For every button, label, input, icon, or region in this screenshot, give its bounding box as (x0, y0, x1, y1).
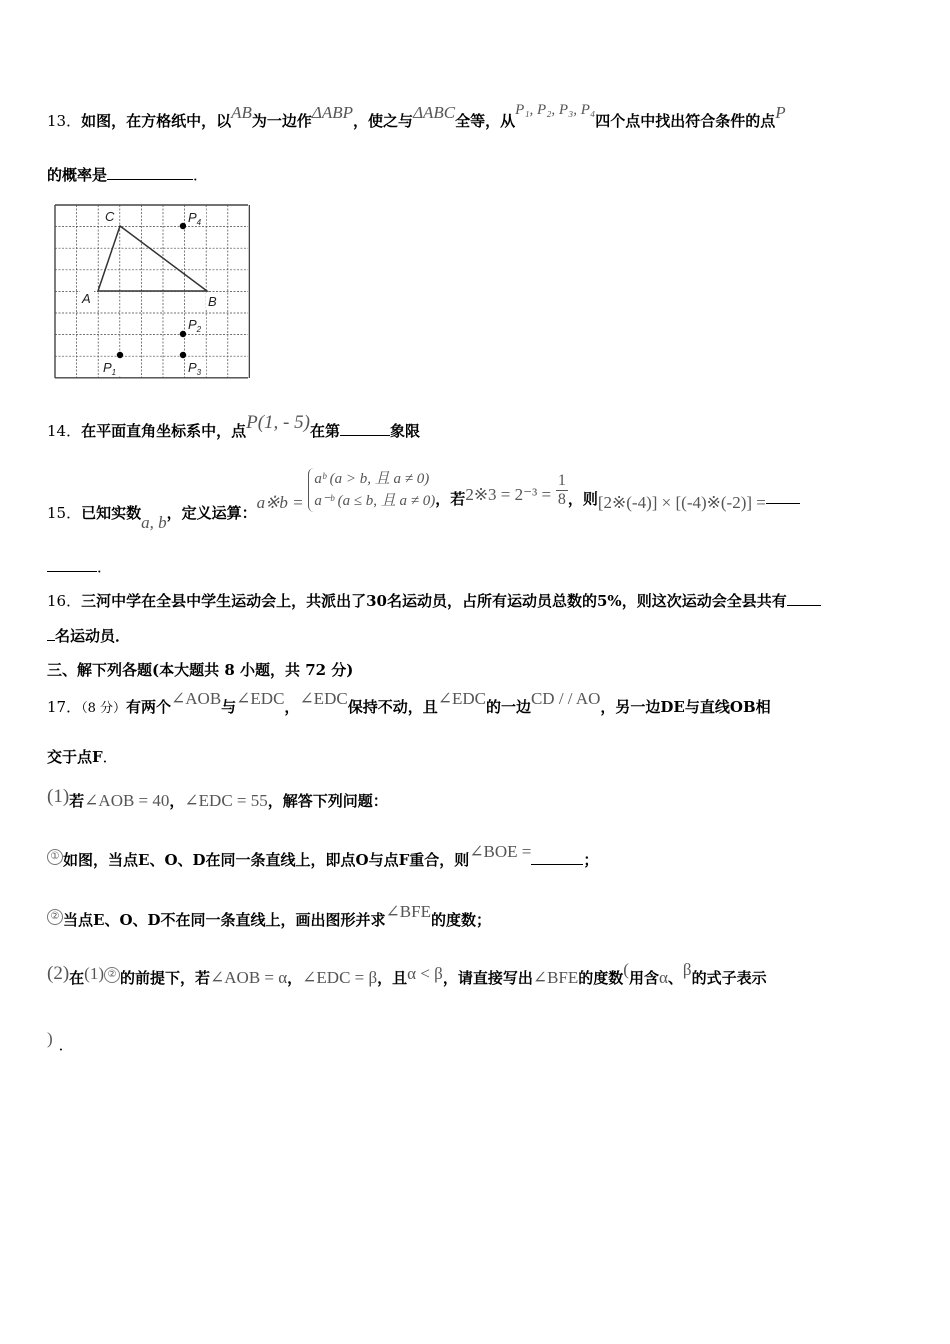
q17-part2-text-5: ，请直接写出 (442, 969, 533, 987)
q17-part2-line2 (47, 1029, 74, 1055)
q13-math-p: P (775, 103, 786, 122)
label-c: C (105, 209, 115, 224)
q17-part2-beta: β (682, 960, 692, 979)
q17-case1-line (47, 842, 599, 871)
q13-text-1: 如图，在方格纸中，以 (81, 112, 232, 130)
q17-text-2: 与 (221, 698, 237, 716)
q16-text-3: ，则这次运动会全县共有 (621, 592, 787, 610)
q17-case1-label: ① (47, 849, 63, 865)
q13-end: ． (193, 166, 209, 184)
q13-math-abp: ΔABP (311, 103, 354, 122)
label-b: B (208, 294, 217, 309)
point-p3 (180, 352, 186, 358)
q17-text-3: ， (284, 698, 300, 716)
q15-math-example: 2※3 = 2⁻³ = (465, 485, 552, 504)
q13-number: 13． (47, 112, 82, 130)
q17-part2-rparen: ) (47, 1029, 53, 1048)
q14-answer-blank[interactable] (340, 423, 390, 436)
q13-grid-figure (54, 204, 250, 380)
q15-answer-blank-1[interactable] (766, 491, 800, 504)
q17-case2-line (47, 902, 491, 931)
q13-math-abc: ΔABC (413, 103, 456, 122)
q17-part2-math-4: ∠BFE (532, 968, 579, 987)
q17-line2 (47, 746, 118, 767)
q17-case1-text-4: 重合，则 (409, 851, 470, 869)
q17-part1-label: (1) (47, 786, 70, 807)
q13-answer-blank[interactable] (107, 167, 193, 180)
triangle-abc (98, 226, 207, 291)
q13-math-ab: AB (231, 103, 252, 122)
q17-part2-line (47, 960, 767, 989)
q17-part1-text-2: ， (169, 792, 185, 810)
q17-part2-alpha: α (658, 968, 668, 987)
q17-ob: OB (729, 698, 756, 716)
q13-line1 (47, 102, 786, 131)
q15-line2 (47, 556, 112, 577)
q15-piecewise (308, 468, 435, 512)
q17-part2-end: ． (58, 1036, 74, 1054)
q16-text-2: 名运动员，占所有运动员总数的 (386, 592, 597, 610)
q17-case2-math: ∠BFE (385, 902, 431, 921)
q17-case1-text-2: 在同一条直线上，即点 (205, 851, 356, 869)
q16-answer-blank-1[interactable] (787, 593, 821, 606)
q17-f: F (92, 748, 103, 766)
q17-part1-text-3: ，解答下列问题： (267, 792, 388, 810)
q17-case2-points: E、O、D (93, 911, 161, 929)
label-p1: $P_1$ (103, 360, 117, 377)
q17-part2-ref-2: ② (104, 967, 120, 983)
q15-frac-den: 8 (557, 490, 566, 508)
q14-number: 14． (47, 422, 82, 440)
point-p2 (180, 331, 186, 337)
q16-percent: 5% (597, 592, 622, 610)
q15-answer-blank-2[interactable] (47, 559, 97, 572)
label-p3: $P_3$ (188, 360, 202, 377)
q17-part2-text-3: ， (287, 969, 303, 987)
q15-math-expr: [2※(-4)] × [(-4)※(-2)] = (597, 493, 766, 512)
q17-math-edc-2: ∠EDC (299, 689, 348, 708)
label-p4: $P_4$ (188, 210, 202, 227)
q17-case1-end: ； (583, 851, 599, 869)
q17-text-1: 有两个 (126, 698, 172, 716)
q17-case1-math: ∠BOE = (469, 842, 532, 861)
q17-end: ． (102, 748, 118, 766)
q15-math-def: a※b = (256, 493, 304, 512)
q15-case-2: a⁻ᵇ (a ≤ b, 且 a ≠ 0) (314, 493, 436, 509)
q17-part2-text-1: 在 (69, 969, 85, 987)
q17-part2-text-9: 的式子表示 (691, 969, 767, 987)
q15-line1 (47, 468, 800, 532)
q17-part2-text-6: 的度数 (578, 969, 624, 987)
q17-part1-math-1: ∠AOB = 40 (84, 791, 170, 810)
q13-text-6: 的概率是 (47, 166, 108, 184)
q17-case1-points: E、O、D (138, 851, 206, 869)
q17-case1-f: F (398, 851, 410, 869)
q17-case1-answer-blank[interactable] (531, 852, 583, 865)
q17-part2-math-3: α < β (407, 964, 443, 983)
q17-line1 (47, 689, 771, 717)
q17-part2-text-7: 用含 (628, 969, 659, 987)
q17-part2-lparen: ( (623, 960, 629, 979)
q17-text-9: 交于点 (47, 748, 93, 766)
q17-case2-text-3: 的度数； (430, 911, 491, 929)
q16-text-1: 三河中学在全县中学生运动会上，共派出了 (81, 592, 367, 610)
q17-part2-text-4: ，且 (377, 969, 408, 987)
q16-line2 (47, 625, 130, 646)
q17-part2-label: (2) (47, 963, 70, 984)
q14-text-3: 象限 (389, 422, 420, 440)
q17-text-4: 保持不动，且 (347, 698, 438, 716)
q17-part2-text-8: 、 (667, 969, 683, 987)
q17-case1-text-1: 如图，当点 (63, 851, 139, 869)
q17-part1-math-2: ∠EDC = 55 (184, 791, 268, 810)
q14-text-2: 在第 (309, 422, 340, 440)
q15-fraction (556, 472, 568, 509)
q17-part2-ref-1: (1) (84, 964, 104, 983)
q17-math-aob: ∠AOB (171, 689, 222, 708)
q17-case2-label: ② (47, 909, 63, 925)
point-p1 (117, 352, 123, 358)
q16-count: 30 (366, 592, 387, 610)
q15-text-2: ，定义运算： (166, 504, 257, 522)
q17-case2-text-1: 当点 (63, 911, 94, 929)
q17-part2-text-2: 的前提下，若 (120, 969, 211, 987)
q15-text-1: 已知实数 (81, 504, 142, 522)
q13-line2 (47, 164, 208, 185)
q16-number: 16． (47, 592, 82, 610)
q15-text-4: ，则 (567, 490, 598, 508)
q14-text-1: 在平面直角坐标系中，点 (81, 422, 247, 440)
q15-case-1: aᵇ (a > b, 且 a ≠ 0) (314, 471, 430, 487)
q17-part1-text-1: 若 (69, 792, 85, 810)
q17-text-5: 的一边 (485, 698, 531, 716)
q13-text-4: 全等，从 (455, 112, 516, 130)
q15-end: ． (97, 558, 113, 576)
q17-math-edc-3: ∠EDC (437, 689, 486, 708)
q17-case1-o: O (355, 851, 369, 869)
q13-text-5: 四个点中找出符合条件的点 (595, 112, 776, 130)
q17-de: DE (660, 698, 685, 716)
q17-text-8: 相 (755, 698, 771, 716)
q17-part2-math-1: ∠AOB = α (210, 968, 288, 987)
q17-case1-text-3: 与点 (368, 851, 399, 869)
q15-number: 15． (47, 504, 82, 522)
q15-frac-num: 1 (557, 471, 566, 489)
q13-text-2: 为一边作 (251, 112, 312, 130)
q14-math-point: P(1, - 5) (246, 412, 310, 433)
q17-math-parallel: CD / / AO (530, 689, 601, 708)
q15-math-ab: a, b (141, 513, 167, 532)
q17-math-edc: ∠EDC (236, 689, 285, 708)
q17-part1-line (47, 786, 388, 812)
q13-math-points: P₁, P₂, P₃, P₄ (515, 102, 596, 118)
q17-part2-math-2: ∠EDC = β (302, 968, 378, 987)
q17-text-7: 与直线 (684, 698, 730, 716)
q13-text-3: ，使之与 (353, 112, 414, 130)
point-p4 (180, 223, 186, 229)
q16-answer-blank-2[interactable] (47, 628, 55, 641)
q17-text-6: ，另一边 (600, 698, 661, 716)
label-p2: $P_2$ (188, 317, 202, 334)
q16-text-4: 名运动员． (55, 627, 131, 645)
section-3-heading: 三、解下列各题(本大题共 8 小题，共 72 分) (47, 661, 354, 679)
label-a: A (82, 291, 91, 306)
q14-line (47, 412, 420, 442)
q17-case2-text-2: 不在同一条直线上，画出图形并求 (160, 911, 386, 929)
q17-number: 17． (47, 698, 82, 716)
q16-line1 (47, 590, 821, 611)
q15-text-3: ，若 (435, 490, 466, 508)
q17-score: （8 分） (81, 701, 126, 716)
